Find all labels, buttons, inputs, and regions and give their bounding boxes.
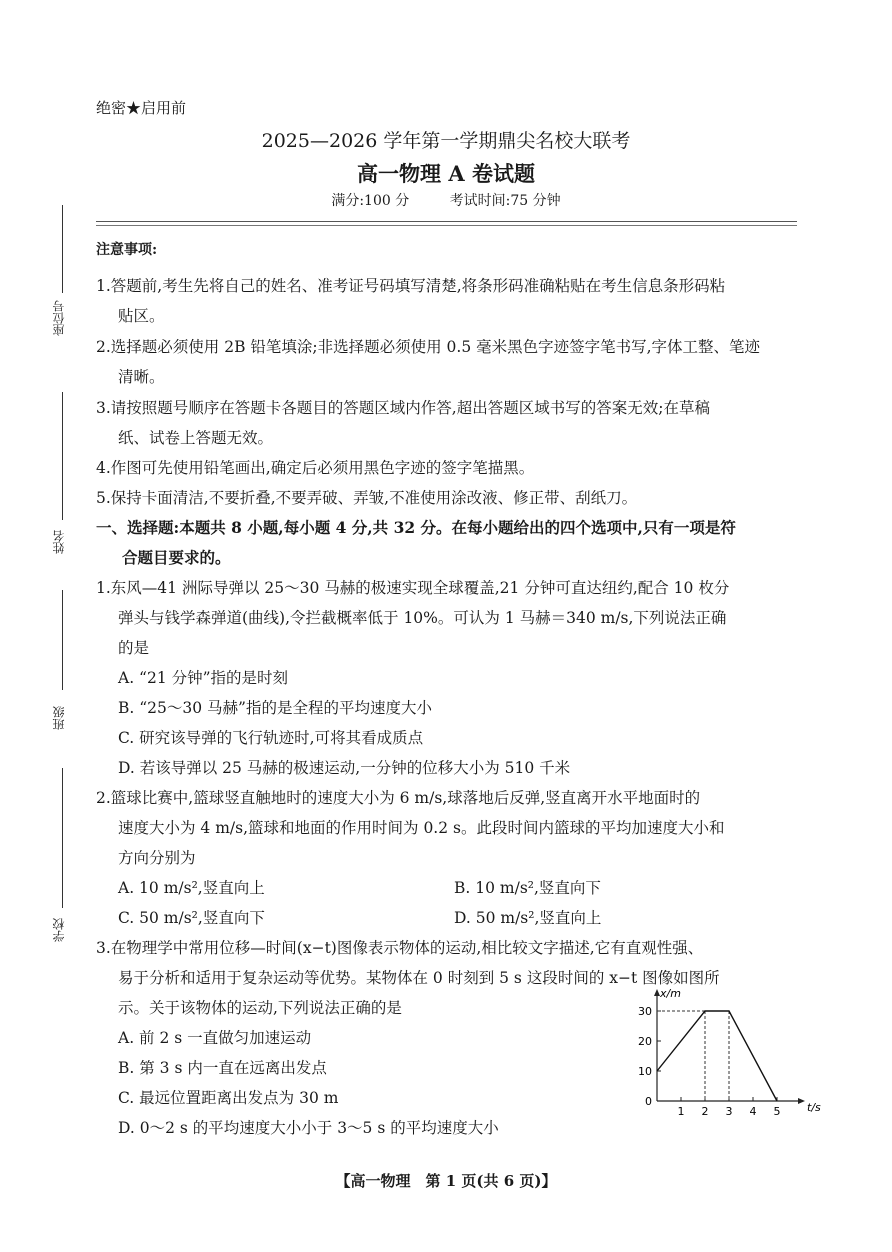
notice-line: 1.答题前,考生先将自己的姓名、准考证号码填写清楚,将条形码准确粘贴在考生信息条形码粘 [96, 277, 726, 295]
x-tick-label: 4 [749, 1105, 757, 1118]
margin-label-class: 班级 [52, 706, 66, 730]
q2-option-b: B. 10 m/s²,竖直向下 [454, 879, 601, 897]
confidential-label: 绝密★启用前 [96, 99, 187, 117]
x-tick-label: 3 [725, 1105, 733, 1118]
q2-option-d: D. 50 m/s²,竖直向上 [454, 909, 602, 927]
header-rule-thin [96, 225, 797, 226]
full-score: 满分:100 分 [331, 193, 410, 209]
q1-stem: 弹头与钱学森弹道(曲线),令拦截概率低于 10%。可认为 1 马赫＝340 m/s,下列说法正确 [118, 609, 727, 627]
exam-info [0, 190, 892, 210]
q2-stem: 方向分别为 [118, 849, 196, 867]
margin-line [62, 392, 63, 520]
section-heading-cont: 合题目要求的。 [122, 548, 231, 567]
y-tick-label: 10 [638, 1065, 652, 1078]
q1-option-c: C. 研究该导弹的飞行轨迹时,可将其看成质点 [118, 729, 424, 747]
q1-option-d: D. 若该导弹以 25 马赫的极速运动,一分钟的位移大小为 510 千米 [118, 759, 571, 777]
notice-line: 2.选择题必须使用 2B 铅笔填涂;非选择题必须使用 0.5 毫米黑色字迹签字笔书写,字体工整、笔迹 [96, 338, 761, 356]
margin-line [62, 590, 63, 690]
q1-option-b: B. “25～30 马赫”指的是全程的平均速度大小 [118, 699, 432, 717]
xt-graph [620, 985, 821, 1120]
q3-stem: 示。关于该物体的运动,下列说法正确的是 [118, 999, 402, 1017]
exam-title: 2025—2026 学年第一学期鼎尖名校大联考 [261, 130, 631, 152]
page-footer: 【高一物理 第 1 页(共 6 页)】 [335, 1172, 557, 1190]
notice-line: 3.请按照题号顺序在答题卡各题目的答题区域内作答,超出答题区域书写的答案无效;在草稿 [96, 399, 710, 417]
notice-heading: 注意事项: [96, 242, 158, 258]
q3-stem: 易于分析和适用于复杂运动等优势。某物体在 0 时刻到 5 s 这段时间的 x−t 图像如图所 [118, 969, 720, 987]
y-axis-label: x/m [660, 987, 681, 1000]
q1-option-a: A. “21 分钟”指的是时刻 [118, 669, 289, 687]
notice-line: 5.保持卡面清洁,不要折叠,不要弄破、弄皱,不准使用涂改液、修正带、刮纸刀。 [96, 489, 638, 507]
q2-option-a: A. 10 m/s²,竖直向上 [118, 879, 265, 897]
notice-line: 4.作图可先使用铅笔画出,确定后必须用黑色字迹的签字笔描黑。 [96, 459, 535, 477]
q1-stem: 的是 [118, 639, 150, 657]
section-heading: 一、选择题:本题共 8 小题,每小题 4 分,共 32 分。在每小题给出的四个选项中,只有一项是符 [96, 518, 736, 537]
y-tick-label: 30 [638, 1005, 652, 1018]
x-tick-label: 1 [677, 1105, 685, 1118]
x-tick-label: 5 [773, 1105, 781, 1118]
margin-label-school: 学校 [52, 918, 66, 942]
q3-option-c: C. 最远位置距离出发点为 30 m [118, 1089, 339, 1107]
exam-time: 考试时间:75 分钟 [449, 193, 561, 209]
notice-line: 清晰。 [118, 368, 165, 386]
exam-subtitle: 高一物理 A 卷试题 [357, 161, 535, 186]
margin-line [62, 205, 63, 293]
margin-label-name: 姓名 [52, 530, 66, 554]
margin-line [62, 768, 63, 908]
q2-option-c: C. 50 m/s²,竖直向下 [118, 909, 265, 927]
x-axis-arrow [798, 1098, 805, 1104]
q2-stem: 速度大小为 4 m/s,篮球和地面的作用时间为 0.2 s。此段时间内篮球的平均加速度大小和 [118, 819, 725, 837]
notice-line: 纸、试卷上答题无效。 [118, 429, 274, 447]
q3-option-b: B. 第 3 s 内一直在远离出发点 [118, 1059, 327, 1077]
x-tick-label: 2 [701, 1105, 709, 1118]
q3-option-d: D. 0～2 s 的平均速度大小小于 3～5 s 的平均速度大小 [118, 1119, 499, 1137]
q3-stem: 3.在物理学中常用位移—时间(x−t)图像表示物体的运动,相比较文字描述,它有直观性强、 [96, 939, 704, 957]
y-tick-label: 20 [638, 1035, 652, 1048]
q2-stem: 2.篮球比赛中,篮球竖直触地时的速度大小为 6 m/s,球落地后反弹,竖直离开水平地面时的 [96, 789, 701, 807]
notice-line: 贴区。 [118, 307, 165, 325]
q3-option-a: A. 前 2 s 一直做匀加速运动 [118, 1029, 312, 1047]
origin-label: 0 [645, 1095, 652, 1108]
header-rule [96, 221, 797, 222]
series-line [657, 1011, 777, 1101]
q1-stem: 1.东风—41 洲际导弹以 25～30 马赫的极速实现全球覆盖,21 分钟可直达纽约,配合 10 枚分 [96, 579, 730, 597]
x-axis-label: t/s [807, 1101, 821, 1114]
margin-label-seat: 座位号 [52, 300, 66, 336]
